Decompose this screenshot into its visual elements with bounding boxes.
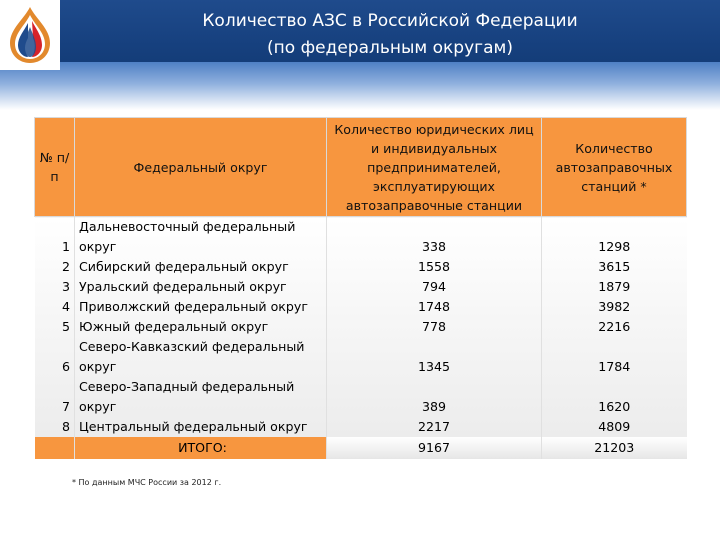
total-label: ИТОГО:: [75, 437, 327, 459]
total-row: [35, 437, 687, 459]
header-gradient-band: [0, 62, 720, 110]
row-entities: 794: [421, 279, 447, 294]
row-stations: 3982: [598, 299, 631, 314]
row-num: 6: [61, 359, 70, 374]
row-num: 8: [61, 419, 70, 434]
header-num-label: № п/п: [39, 150, 70, 184]
row-entities: 2217: [417, 419, 451, 434]
row-num: 7: [61, 399, 70, 414]
footnote: * По данным МЧС России за 2012 г.: [72, 478, 222, 487]
total-num-cell: [35, 437, 75, 459]
row-entities: 778: [421, 319, 447, 334]
title-line-1: Количество АЗС в Российской Федерации: [202, 11, 578, 31]
row-num: 5: [61, 319, 70, 334]
row-stations: 1784: [598, 359, 631, 374]
entities-column: [327, 217, 542, 438]
table-header-row: [35, 118, 687, 217]
row-entities: 1748: [417, 299, 451, 314]
header-district: Федеральный округ: [75, 118, 327, 217]
district-column: [75, 217, 327, 438]
page-title: [60, 8, 720, 62]
header-stations-label: Количество автозаправочных станций *: [555, 140, 673, 194]
row-stations: 2216: [598, 319, 631, 334]
num-column: [35, 217, 75, 438]
flame-drop-logo-icon: [6, 5, 54, 65]
header-stations: [542, 118, 687, 217]
total-entities: 9167: [327, 437, 542, 459]
header-entities-label: Количество юридических лиц и индивидуальных предпринимателей, эксплуатирующих автозаправочные станции: [334, 121, 534, 213]
row-num: 4: [61, 299, 70, 314]
row-district: Северо-Западный федеральный округ: [79, 379, 295, 414]
row-num: 2: [61, 259, 70, 274]
row-district: Уральский федеральный округ: [79, 279, 287, 294]
total-stations: 21203: [542, 437, 687, 459]
row-district: Сибирский федеральный округ: [79, 259, 289, 274]
row-num: 3: [61, 279, 70, 294]
row-district: Дальневосточный федеральный округ: [79, 219, 296, 254]
row-stations: 4809: [598, 419, 631, 434]
gas-stations-table: [34, 117, 687, 459]
row-entities: 389: [421, 399, 447, 414]
row-stations: 1620: [598, 399, 631, 414]
row-stations: 1298: [598, 239, 631, 254]
row-stations: 1879: [598, 279, 631, 294]
row-entities: 1345: [417, 359, 451, 374]
row-district: Приволжский федеральный округ: [79, 299, 308, 314]
header-entities: [327, 118, 542, 217]
header-num: [35, 118, 75, 217]
row-district: Южный федеральный округ: [79, 319, 269, 334]
row-stations: 3615: [598, 259, 631, 274]
row-num: 1: [61, 239, 70, 254]
row-district: Центральный федеральный округ: [79, 419, 308, 434]
row-district: Северо-Кавказский федеральный округ: [79, 339, 305, 374]
row-entities: 338: [421, 239, 447, 254]
title-line-2: (по федеральным округам): [267, 38, 513, 58]
row-entities: 1558: [417, 259, 451, 274]
logo: [0, 0, 60, 70]
table-body: [35, 217, 687, 438]
stations-column: [542, 217, 687, 438]
